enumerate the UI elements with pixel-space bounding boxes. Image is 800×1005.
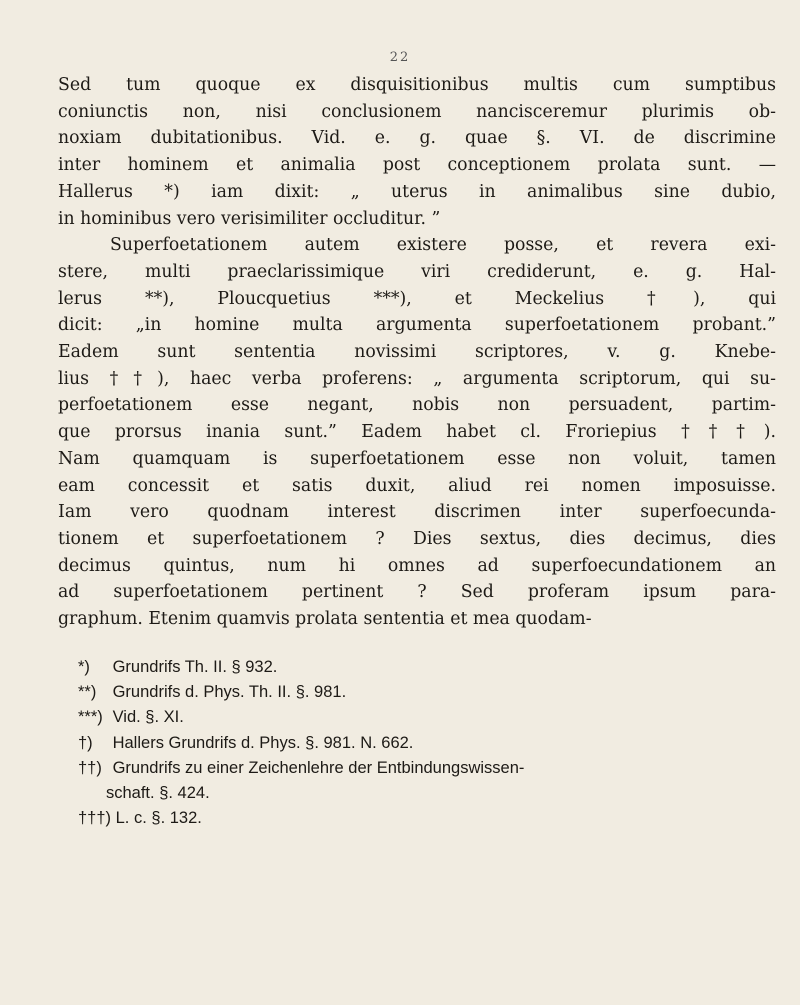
text-line: noxiam dubitationibus. Vid. e. g. quae §. VI. de discrimine: [58, 128, 776, 149]
footnote-text: Hallers Grundrifs d. Phys. §. 981. N. 662.: [112, 733, 414, 752]
text-line: Eadem sunt sententia novissimi scriptores, v. g. Knebe-: [58, 342, 776, 363]
text-line: tionem et superfoetationem ? Dies sextus, dies decimus, dies: [58, 528, 776, 549]
text-line: lius ††), haec verba proferens: „ argumenta scriptorum, qui su-: [58, 368, 776, 389]
text-line: ad superfoetationem pertinent ? Sed proferam ipsum para-: [58, 582, 776, 603]
footnote-text: Vid. §. XI.: [112, 708, 184, 727]
text-line: Sed tum quoque ex disquisitionibus multis cum sumptibus: [58, 75, 776, 95]
footnote: [78, 705, 778, 730]
footnote: [78, 655, 778, 680]
text-line: que prorsus inania sunt.” Eadem habet cl. Froriepius †††).: [58, 422, 776, 443]
text-line: lerus **), Ploucquetius ***), et Meckelius †), qui: [58, 288, 776, 309]
footnote-text: Grundrifs Th. II. § 932.: [112, 658, 278, 676]
text-line: Superfoetationem autem existere posse, et revera exi-: [110, 235, 776, 256]
footnote-mark: ††): [78, 758, 102, 777]
text-line: in hominibus vero verisimiliter occluditur. ”: [58, 208, 441, 229]
footnote-text: L. c. §. 132.: [115, 809, 202, 828]
text-line: Hallerus *) iam dixit: „ uterus in animalibus sine dubio,: [58, 181, 776, 202]
footnote-mark: *): [78, 658, 90, 676]
footnote-mark: **): [78, 683, 97, 702]
text-line: Iam vero quodnam interest discrimen inter superfoecunda-: [58, 502, 776, 523]
footnote: [78, 731, 778, 756]
footnote-text: schaft. §. 424.: [106, 784, 210, 803]
page-number: 22: [389, 50, 411, 65]
footnote: [78, 781, 778, 806]
text-line: coniunctis non, nisi conclusionem nancisceremur plurimis ob-: [58, 101, 776, 122]
text-line: perfoetationem esse negant, nobis non persuadent, partim-: [58, 395, 776, 416]
text-line: stere, multi praeclarissimique viri crediderunt, e. g. Hal-: [58, 261, 776, 282]
text-line: decimus quintus, num hi omnes ad superfoecundationem an: [58, 555, 776, 576]
footnote: [78, 756, 778, 781]
text-line: dicit: „in homine multa argumenta superfoetationem probant.”: [58, 315, 776, 336]
footnote: [78, 806, 778, 831]
text-line: eam concessit et satis duxit, aliud rei nomen imposuisse.: [58, 475, 776, 496]
footnotes: [78, 655, 778, 831]
text-line: inter hominem et animalia post conceptionem prolata sunt. —: [58, 155, 776, 176]
footnote: [78, 680, 778, 705]
footnote-mark: †): [78, 733, 93, 752]
text-line: Nam quamquam is superfoetationem esse non voluit, tamen: [58, 448, 776, 469]
footnote-text: Grundrifs zu einer Zeichenlehre der Entbindungswissen-: [112, 758, 525, 777]
footnote-mark: †††): [78, 809, 112, 828]
footnote-text: Grundrifs d. Phys. Th. II. §. 981.: [112, 683, 347, 702]
body-text: [58, 72, 776, 633]
footnote-mark: ***): [78, 708, 103, 727]
text-line: graphum. Etenim quamvis prolata sententia et mea quodam-: [58, 609, 592, 630]
